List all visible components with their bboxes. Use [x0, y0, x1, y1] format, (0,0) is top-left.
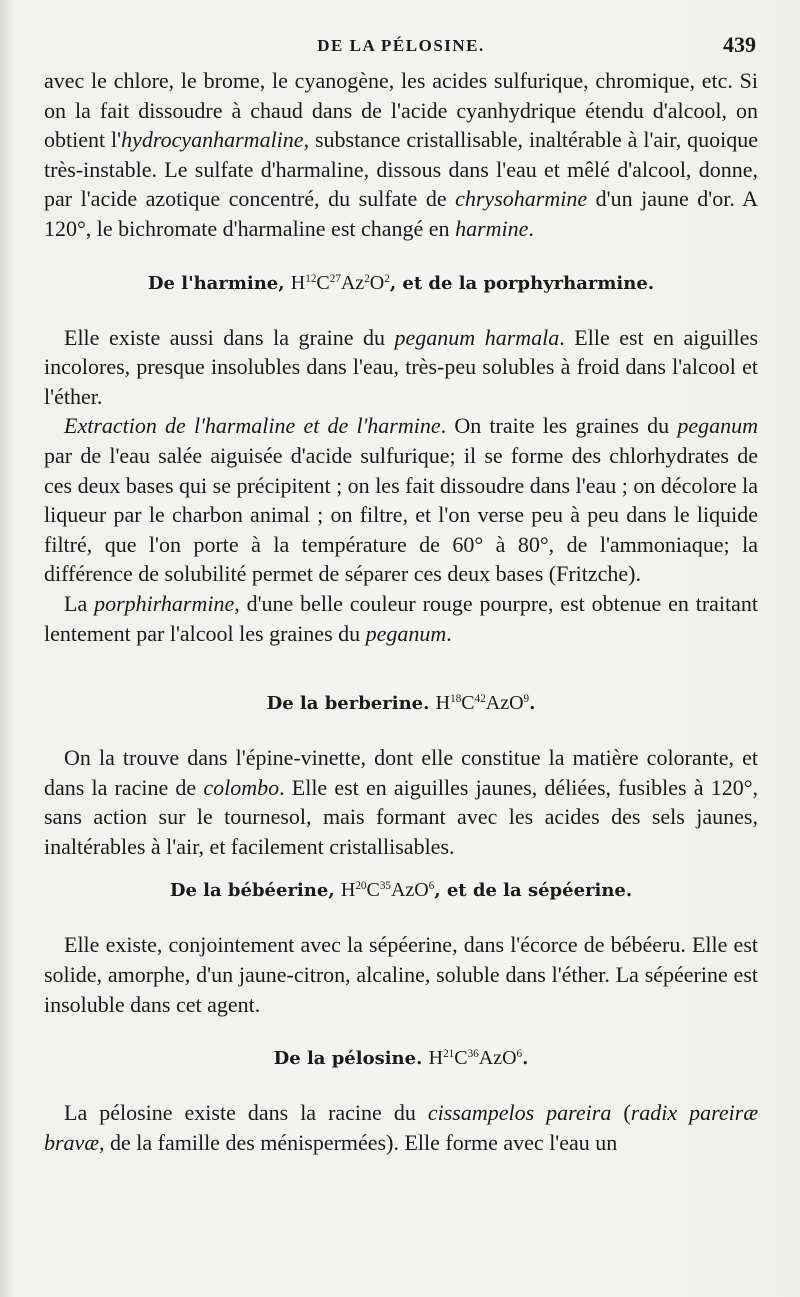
formula-text: C	[461, 692, 475, 715]
italic-text: chrysoharmine	[455, 186, 588, 212]
formula-superscript: 42	[474, 693, 486, 706]
italic-text: peganum harmala	[394, 324, 560, 350]
text-run: Elle existe aussi dans la graine du	[64, 324, 395, 350]
text-run: , et de la porphyrharmine.	[389, 272, 655, 294]
italic-text: porphirharmine	[94, 590, 235, 616]
page-number: 439	[723, 32, 756, 57]
text-run: Elle existe, conjointement avec la sépéerine, dans l'écorce de bébéeru. Elle est solide, amorphe, d'un jaune-citron, alcaline, soluble dans l'éther. La sépéerine est insoluble dans cet agent.	[44, 932, 758, 1017]
formula-superscript: 27	[329, 272, 341, 285]
formula-superscript: 6	[516, 1048, 523, 1061]
italic-text: colombo	[203, 774, 280, 800]
formula-superscript: 6	[428, 880, 435, 893]
text-run: , de la famille des ménispermées). Elle forme avec l'eau un	[99, 1129, 618, 1155]
text-run: . On traite les graines du	[440, 413, 678, 439]
formula-superscript: 9	[523, 693, 530, 706]
formula-text: AzO	[485, 692, 524, 715]
formula-text: O	[369, 271, 385, 294]
text-run: (	[611, 1100, 631, 1126]
text-run: On la trouve dans l'épine-vinette, dont elle constitue la matière colorante, et dans la racine de	[44, 745, 758, 800]
running-title: DE LA PÉLOSINE.	[317, 36, 485, 55]
paragraph-berberine	[44, 743, 758, 861]
text-run: .	[529, 693, 536, 715]
paragraph-extraction	[44, 411, 758, 589]
text-run: .	[522, 1048, 529, 1070]
formula-superscript: 36	[467, 1048, 479, 1061]
text-run: avec le chlore, le brome, le cyanogène, les acides sulfurique, chromique, etc. Si on la fait dissoudre à chaud dans de l'acide cyanhydrique étendu d'alcool, on obtient l'	[44, 68, 758, 153]
text-run: .	[446, 620, 452, 646]
formula-text: H	[290, 271, 306, 294]
paragraph-bebeerine	[44, 930, 758, 1019]
heading-berberine	[44, 692, 758, 715]
formula-superscript: 20	[355, 880, 367, 893]
italic-text: hydrocyanharmaline	[121, 127, 304, 153]
formula-superscript: 18	[450, 693, 462, 706]
page-body	[44, 66, 758, 1157]
paragraph-pelosine	[44, 1098, 758, 1157]
page-header	[46, 34, 756, 64]
text-run: . Elle est en aiguilles incolores, presque insolubles dans l'eau, très-peu solubles à froid dans l'alcool et l'éther.	[44, 324, 758, 409]
text-run: La	[64, 590, 95, 616]
italic-text: harmine	[455, 215, 529, 241]
text-run: .	[528, 215, 534, 241]
formula-text: H	[435, 692, 451, 715]
italic-text: radix pareiræ bravæ	[44, 1100, 759, 1155]
paragraph-harmaline-reactions	[44, 66, 758, 244]
heading-harmine	[44, 272, 758, 295]
formula-superscript: 21	[443, 1048, 455, 1061]
italic-text: peganum	[365, 620, 447, 646]
formula-superscript: 12	[305, 272, 317, 285]
formula-superscript: 2	[384, 272, 390, 285]
heading-bebeerine	[44, 879, 758, 902]
text-run: De la pélosine.	[273, 1048, 429, 1070]
italic-text: peganum	[677, 413, 758, 439]
text-run: De la berberine.	[266, 693, 436, 715]
formula-text: AzO	[390, 879, 429, 902]
paragraph-harmine-description	[44, 323, 758, 412]
formula-text: H	[428, 1047, 444, 1070]
heading-pelosine	[44, 1047, 758, 1070]
text-run: De la bébéerine,	[169, 880, 341, 902]
formula-text: C	[366, 879, 380, 902]
text-run: , et de la sépéerine.	[434, 880, 633, 902]
formula-text: H	[340, 879, 356, 902]
formula-superscript: 35	[379, 880, 391, 893]
paragraph-porphirharmine	[44, 589, 758, 648]
text-run: La pélosine existe dans la racine du	[64, 1100, 428, 1126]
italic-text: cissampelos pareira	[427, 1100, 612, 1126]
formula-text: AzO	[478, 1047, 517, 1070]
text-run: , substance cristallisable, inaltérable à l'air, quoique très-instable. Le sulfate d'harmaline, dissous dans l'eau et mêlé d'alcool, donne, par l'acide azotique concentré, du sulfate de	[44, 127, 758, 212]
text-run: d'un jaune d'or. A 120°, le bichromate d'harmaline est changé en	[44, 186, 759, 241]
formula-text: C	[454, 1047, 468, 1070]
text-run: par de l'eau salée aiguisée d'acide sulfurique; il se forme des chlorhydrates de ces deux bases qui se précipitent ; on les fait dissoudre dans l'eau ; on décolore la liqueur par le charbon animal ; on filtre, et l'on verse peu à peu dans le liquide filtré, que l'on porte à la température de 60° à 80°, de l'ammoniaque; la différence de solubilité permet de séparer ces deux bases (Fritzche).	[44, 442, 758, 587]
text-run: , d'une belle couleur rouge pourpre, est obtenue en traitant lentement par l'alcool les graines du	[44, 590, 759, 646]
formula-text: C	[316, 271, 330, 294]
formula-text: Az	[340, 271, 365, 294]
text-run: . Elle est en aiguilles jaunes, déliées, fusibles à 120°, sans action sur le tournesol, mais formant avec les acides des sels jaunes, inaltérables à l'air, et facilement cristallisables.	[44, 774, 758, 859]
formula-superscript: 2	[364, 272, 370, 285]
text-run: De l'harmine,	[147, 272, 291, 294]
italic-text: Extraction de l'harmaline et de l'harmine	[64, 413, 441, 439]
